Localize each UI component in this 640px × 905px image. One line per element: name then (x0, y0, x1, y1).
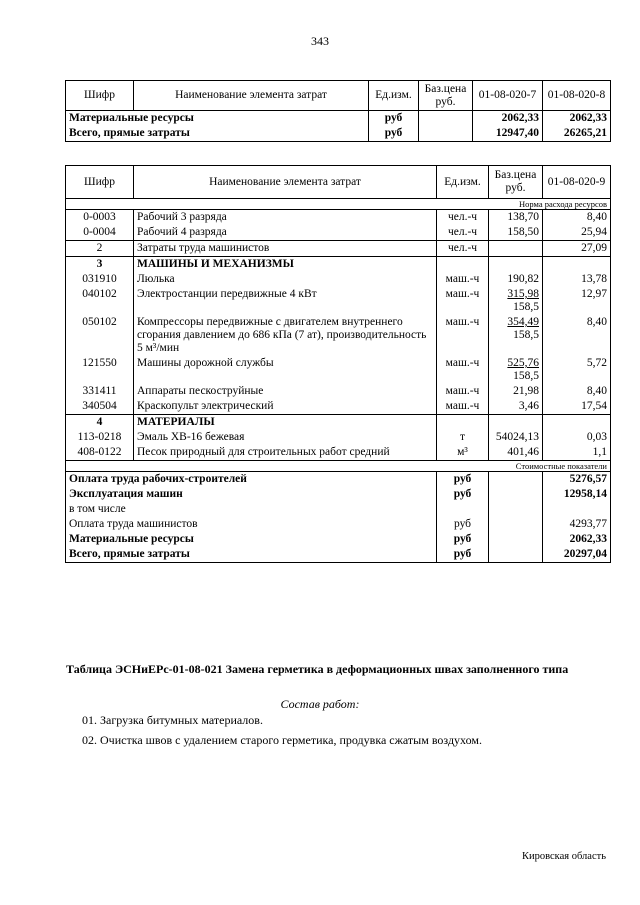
table-row: 4 МАТЕРИАЛЫ (66, 415, 611, 431)
summary-row: в том числе (66, 502, 611, 517)
table-row: Всего, прямые затраты руб 12947,40 26265,21 (66, 126, 611, 142)
header-name: Наименование элемента затрат (134, 166, 437, 199)
header-code: Шифр (66, 166, 134, 199)
resource-table (65, 165, 611, 563)
table-row: 121550 Машины дорожной службы маш.-ч 525,76 158,5 5,72 (66, 356, 611, 384)
header-name: Наименование элемента затрат (134, 81, 369, 111)
table-row: 340504 Краскопульт электрический маш.-ч 3,46 17,54 (66, 399, 611, 415)
table-row: 0-0003 Рабочий 3 разряда чел.-ч 138,70 8,40 (66, 210, 611, 226)
norm-label: Норма расхода ресурсов (489, 199, 611, 210)
header-col-a: 01-08-020-7 (473, 81, 543, 111)
table-row: 040102 Электростанции передвижные 4 кВт маш.-ч 315,98 158,5 12,97 (66, 287, 611, 315)
work-item: 01. Загрузка битумных материалов. (82, 713, 263, 727)
table-row: 031910 Люлька маш.-ч 190,82 13,78 (66, 272, 611, 287)
summary-row: Материальные ресурсы руб 2062,33 (66, 532, 611, 547)
table-row: 3 МАШИНЫ И МЕХАНИЗМЫ (66, 257, 611, 273)
cost-label: Стоимостные показатели (489, 461, 611, 472)
header-price: Баз.цена руб. (419, 81, 473, 111)
table-row: 408-0122 Песок природный для строительных работ средний м³ 401,46 1,1 (66, 445, 611, 461)
header-col-c: 01-08-020-9 (543, 166, 611, 199)
work-item: 02. Очистка швов с удалением старого герметика, продувка сжатым воздухом. (82, 733, 482, 747)
table-row: Материальные ресурсы руб 2062,33 2062,33 (66, 111, 611, 127)
table-row: 113-0218 Эмаль ХВ-16 бежевая т 54024,13 0,03 (66, 430, 611, 445)
summary-table-1 (65, 80, 611, 142)
section-title: Таблица ЭСНиЕРс-01-08-021 Замена герметика в деформационных швах заполненного типа (66, 662, 569, 676)
summary-row: Оплата труда рабочих-строителей руб 5276,57 (66, 472, 611, 488)
table-row: 2 Затраты труда машинистов чел.-ч 27,09 (66, 241, 611, 257)
header-code: Шифр (66, 81, 134, 111)
work-composition-label: Состав работ: (280, 697, 360, 711)
header-col-b: 01-08-020-8 (543, 81, 611, 111)
summary-row: Эксплуатация машин руб 12958,14 (66, 487, 611, 502)
header-price: Баз.цена руб. (489, 166, 543, 199)
header-unit: Ед.изм. (369, 81, 419, 111)
summary-row: Оплата труда машинистов руб 4293,77 (66, 517, 611, 532)
table-row: 331411 Аппараты пескоструйные маш.-ч 21,98 8,40 (66, 384, 611, 399)
header-unit: Ед.изм. (437, 166, 489, 199)
table-row: 050102 Компрессоры передвижные с двигателем внутреннего сгорания давлением до 686 кПа (7 ат), производительность 5 м³/мин маш.-ч 354,49 158,5 8,40 (66, 315, 611, 356)
table-row: 0-0004 Рабочий 4 разряда чел.-ч 158,50 25,94 (66, 225, 611, 241)
summary-row: Всего, прямые затраты руб 20297,04 (66, 547, 611, 563)
region-footer: Кировская область (521, 851, 606, 862)
page-number: 343 (311, 34, 329, 48)
